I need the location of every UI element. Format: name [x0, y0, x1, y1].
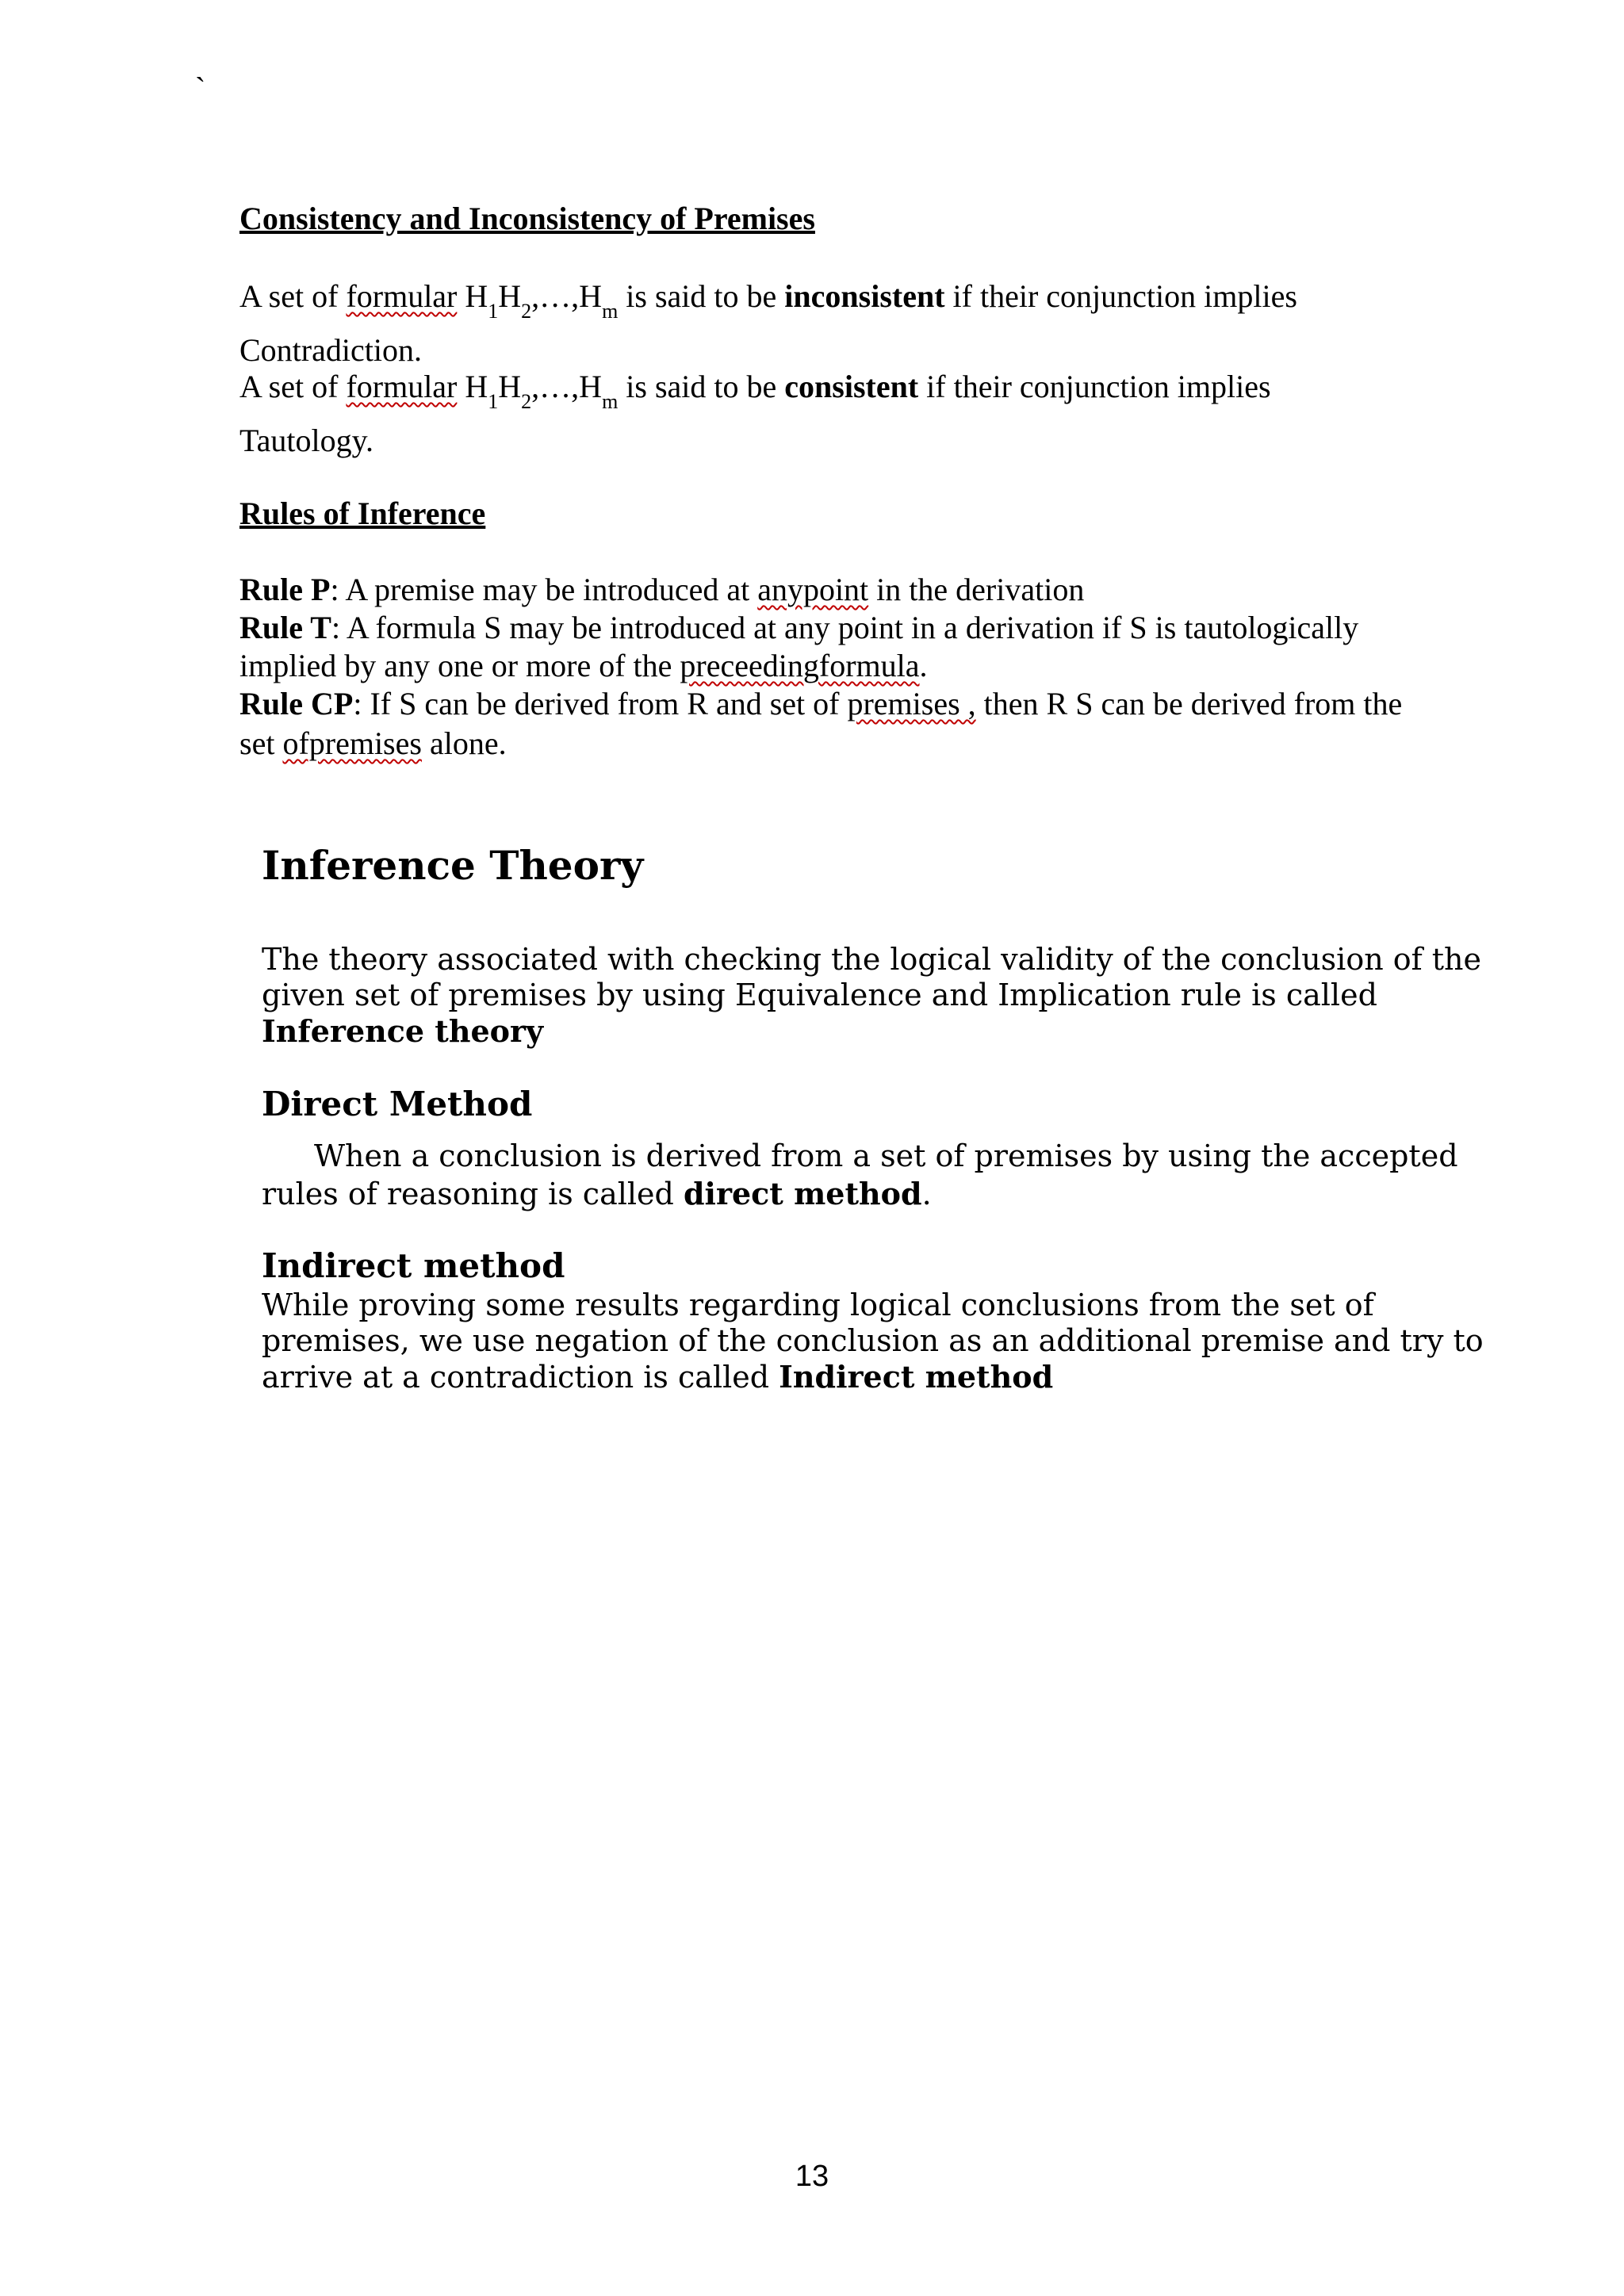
indirect-method-heading: Indirect method — [262, 1246, 565, 1285]
indirect-method-paragraph: While proving some results regarding logical conclusions from the set of premises, we use negation of the conclusion as an additional premise and try to arrive at a contradiction is called Indirect method — [262, 1288, 1484, 1395]
direct-method-heading: Direct Method — [262, 1085, 533, 1123]
contradiction-word: Contradiction. — [239, 332, 422, 368]
rule-cp-continued: set ofpremises alone. — [239, 725, 507, 761]
consistent-term: consistent — [784, 369, 919, 404]
inconsistent-term: inconsistent — [784, 278, 945, 314]
consistent-line: A set of formular $H_1H_2,\dots,H_m$ is said to be consistent if their conjunction implies — [239, 369, 1271, 413]
consistency-heading: Consistency and Inconsistency of Premises — [239, 201, 815, 236]
direct-method-paragraph: When a conclusion is derived from a set of premises by using the accepted rules of reasoning is called direct method. — [262, 1138, 1458, 1211]
inference-theory-heading: Inference Theory — [262, 842, 644, 889]
inference-theory-paragraph: The theory associated with checking the logical validity of the conclusion of the given set of premises by using Equivalence and Implication rule is called Inference theory — [262, 942, 1482, 1049]
rule-p: Rule P: A premise may be introduced at anypoint in the derivation — [239, 572, 1085, 607]
rules-heading: Rules of Inference — [239, 496, 486, 531]
page-number: 13 — [795, 2160, 829, 2193]
rule-t-continued: implied by any one or more of the preceedingformula. — [239, 648, 928, 683]
page-mark: ` — [195, 71, 206, 106]
rule-t: Rule T: A formula S may be introduced at any point in a derivation if S is tautologically — [239, 610, 1359, 645]
inconsistent-line: A set of formular $H_1H_2,\dots,H_m$ is said to be inconsistent if their conjunction implies — [239, 278, 1297, 323]
tautology-word: Tautology. — [239, 423, 374, 458]
rule-cp: Rule CP: If S can be derived from R and set of premises , then R S can be derived from the — [239, 686, 1403, 721]
